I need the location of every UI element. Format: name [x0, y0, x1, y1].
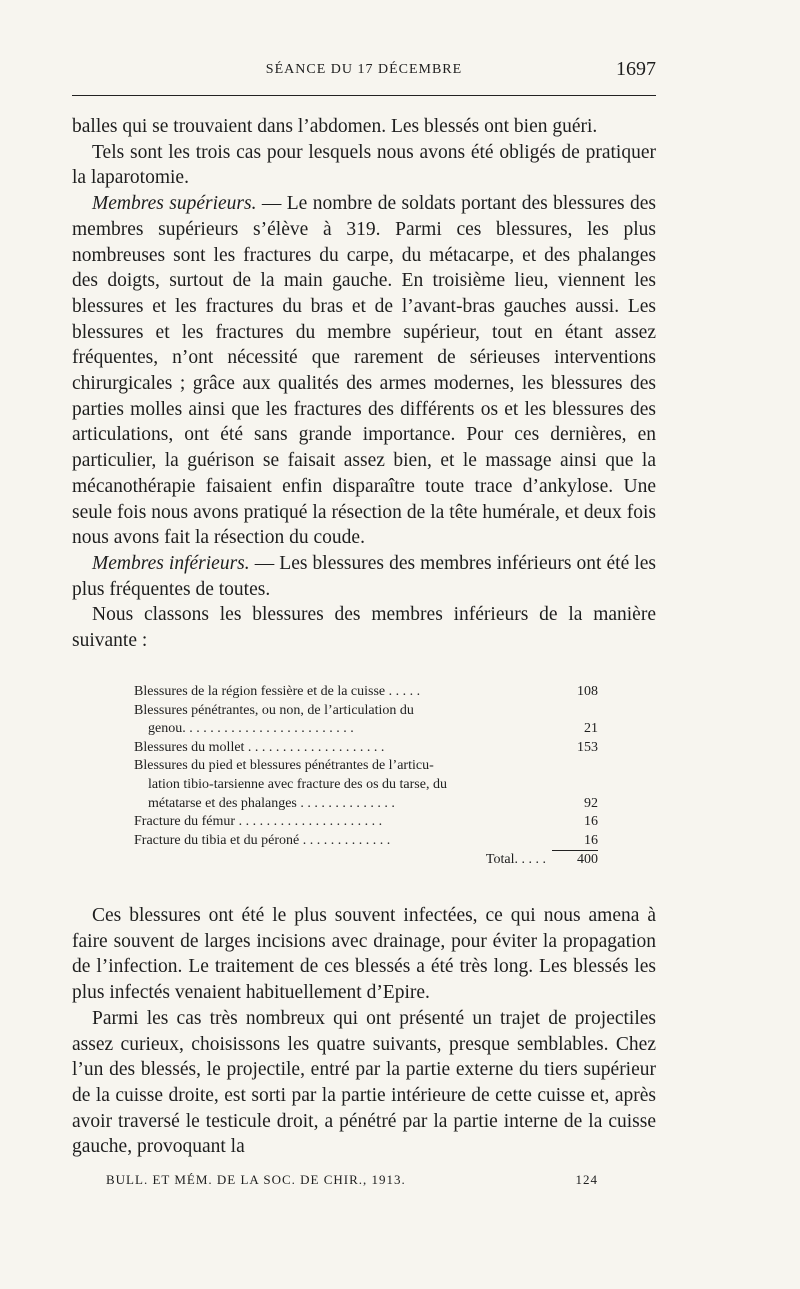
table-row: [134, 720, 598, 739]
header-title: SÉANCE DU 17 DÉCEMBRE: [265, 62, 463, 77]
paragraph: Parmi les cas très nombreux qui ont présenté un trajet de projectiles assez curieux, choisissons les quatre suivants, presque semblables. Chez l’un des blessés, le projectile, entré par la partie externe du tiers supérieur de la cuisse droite, est sorti par la partie intérieure de cette cuisse et, après avoir traversé le testicule droit, a pénétré par la partie interne de la cuisse gauche, provoquant la: [72, 1007, 656, 1158]
row-value: 16: [584, 814, 598, 830]
wounds-table: [134, 683, 598, 870]
table-row: [134, 757, 598, 776]
section-lead: Membres inférieurs.: [92, 552, 250, 574]
header-rule: [72, 95, 656, 96]
row-label: métatarse et des phalanges . . . . . . . . . . . . . .: [148, 795, 395, 811]
body-text-bottom: [72, 903, 656, 1160]
paragraph: Ces blessures ont été le plus souvent infectées, ce qui nous amena à faire souvent de larges incisions avec drainage, pour éviter la propagation de l’infection. Le traitement de ces blessés a été très long. Les blessés les plus infectés venaient habituellement d’Epire.: [72, 905, 656, 1004]
paragraph: Nous classons les blessures des membres inférieurs de la manière suivante :: [72, 604, 656, 652]
signature-number: 124: [575, 1172, 598, 1187]
paragraph: balles qui se trouvaient dans l’abdomen. Les blessés ont bien guéri.: [72, 116, 598, 137]
table-row: [134, 795, 598, 814]
paragraph: Tels sont les trois cas pour lesquels nous avons été obligés de pratiquer la laparotomie.: [72, 141, 656, 189]
total-value: 400: [577, 852, 598, 868]
running-footer: [106, 1172, 598, 1192]
table-row: [134, 739, 598, 758]
table-row: [134, 683, 598, 702]
table-row: [134, 813, 598, 832]
row-label: genou. . . . . . . . . . . . . . . . . . . . . . . . .: [148, 721, 354, 737]
row-label: Blessures du pied et blessures pénétrantes de l’articu-: [134, 758, 434, 774]
row-value: 21: [584, 721, 598, 737]
row-label: lation tibio-tarsienne avec fracture des os du tarse, du: [148, 776, 447, 792]
row-label: Fracture du fémur . . . . . . . . . . . . . . . . . . . . .: [134, 814, 383, 830]
running-header: [72, 58, 656, 84]
body-text-top: [72, 114, 656, 654]
paragraph-membres-superieurs: Membres supérieurs. — Le nombre de soldats portant des blessures des membres supérieurs s’élève à 319. Parmi ces blessures, les plus nombreuses sont les fractures du carpe, du métacarpe, et des phalanges des doigts, surtout de la main gauche. En troisième lieu, viennent les blessures et les fractures du bras et de l’avant-bras gauches aussi. Les blessures et les fractures du membre supérieur, tout en étant assez fréquentes, n’ont nécessité que rarement de sérieuses interventions chirurgicales ; grâce aux qualités des armes modernes, les blessures des parties molles ainsi que les fractures des différents os et les blessures des articulations, ont été sans grande importance. Pour ces dernières, en particulier, la guérison se faisait assez bien, et le massage ainsi que la mécanothérapie faisaient enfin disparaître toute trace d’ankylose. Une seule fois nous avons pratiqué la résection de la tête humérale, et deux fois nous avons fait la résection du coude.: [72, 193, 656, 549]
table-row: [134, 776, 598, 795]
journal-reference: BULL. ET MÉM. DE LA SOC. DE CHIR., 1913.: [106, 1172, 406, 1187]
table-row: [134, 702, 598, 721]
total-row: [134, 851, 598, 870]
row-label: Fracture du tibia et du péroné . . . . . . . . . . . . .: [134, 832, 391, 848]
row-label: Blessures de la région fessière et de la cuisse . . . . .: [134, 684, 421, 699]
page-number: 1697: [616, 58, 656, 80]
section-lead: Membres supérieurs.: [92, 193, 257, 215]
row-value: 16: [552, 832, 598, 852]
total-label: Total. . . . .: [485, 852, 546, 868]
row-value: 108: [577, 684, 598, 699]
paragraph-membres-inferieurs: Membres inférieurs. — Les blessures des membres inférieurs ont été les plus fréquentes de toutes.: [72, 552, 656, 600]
row-label: Blessures pénétrantes, ou non, de l’articulation du: [134, 702, 414, 718]
row-label: Blessures du mollet . . . . . . . . . . . . . . . . . . . .: [134, 739, 385, 755]
row-value: 153: [577, 739, 598, 755]
row-value: 92: [584, 795, 598, 811]
table-row: [134, 832, 598, 852]
